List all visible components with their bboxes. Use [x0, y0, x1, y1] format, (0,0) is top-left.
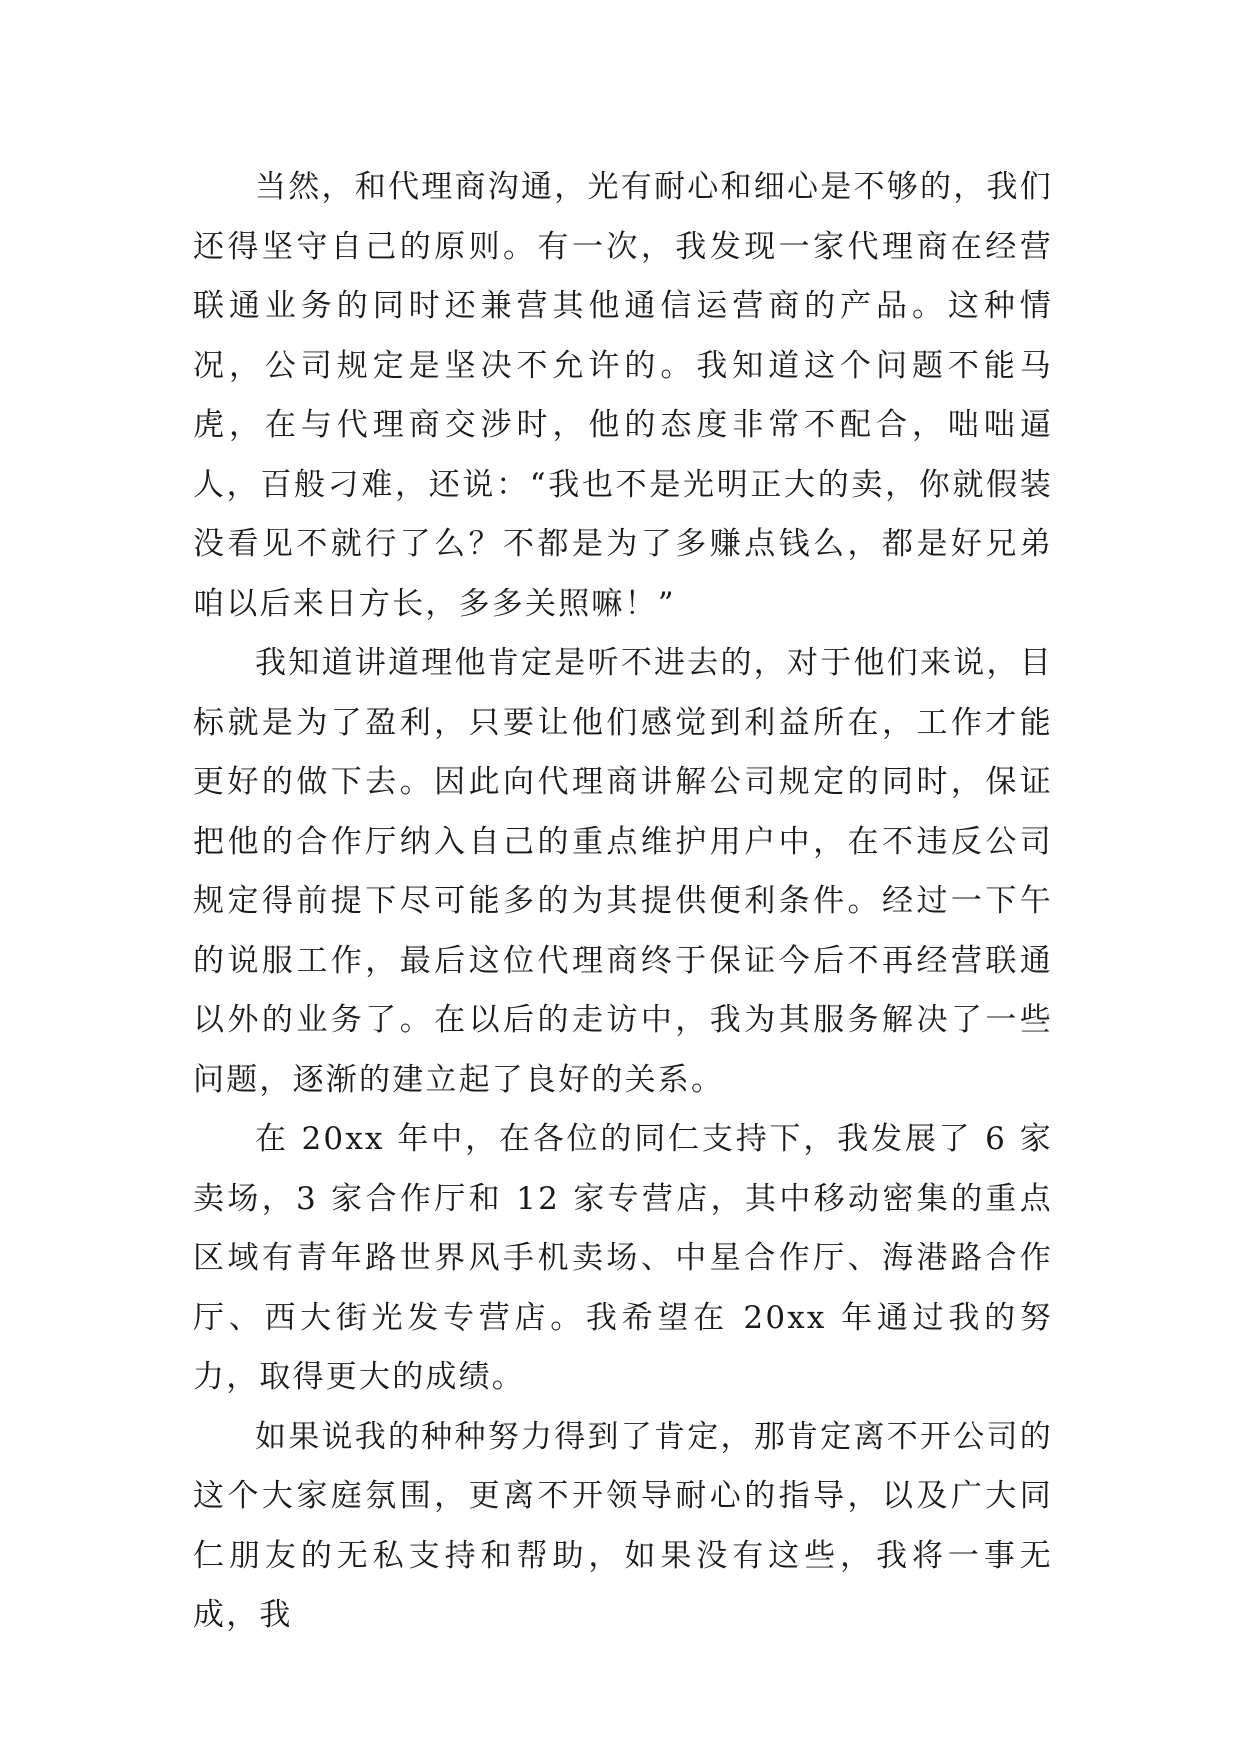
paragraph-2: 我知道讲道理他肯定是听不进去的，对于他们来说，目标就是为了盈利，只要让他们感觉到利益所在，工作才能更好的做下去。因此向代理商讲解公司规定的同时，保证把他的合作厅纳入自己的重点维护用户中，在不违反公司规定得前提下尽可能多的为其提供便利条件。经过一下午的说服工作，最后这位代理商终于保证今后不再经营联通以外的业务了。在以后的走访中，我为其服务解决了一些问题，逐渐的建立起了良好的关系。 — [193, 645, 1053, 1098]
paragraph-1: 当然，和代理商沟通，光有耐心和细心是不够的，我们还得坚守自己的原则。有一次，我发现一家代理商在经营联通业务的同时还兼营其他通信运营商的产品。这种情况，公司规定是坚决不允许的。我知道这个问题不能马虎，在与代理商交涉时，他的态度非常不配合，咄咄逼人，百般刁难，还说：“我也不是光明正大的卖，你就假装没看见不就行了么？不都是为了多赚点钱么，都是好兄弟咱以后来日方长，多多关照嘛！” — [193, 169, 1053, 622]
paragraph-4: 如果说我的种种努力得到了肯定，那肯定离不开公司的这个大家庭氛围，更离不开领导耐心的指导，以及广大同仁朋友的无私支持和帮助，如果没有这些，我将一事无成，我 — [193, 1418, 1053, 1633]
document-body — [193, 158, 1053, 1646]
paragraph-3: 在 20xx 年中，在各位的同仁支持下，我发展了 6 家卖场，3 家合作厅和 12 家专营店，其中移动密集的重点区域有青年路世界风手机卖场、中星合作厅、海港路合作厅、西大街光发专营店。我希望在 20xx 年通过我的努力，取得更大的成绩。 — [193, 1121, 1053, 1395]
